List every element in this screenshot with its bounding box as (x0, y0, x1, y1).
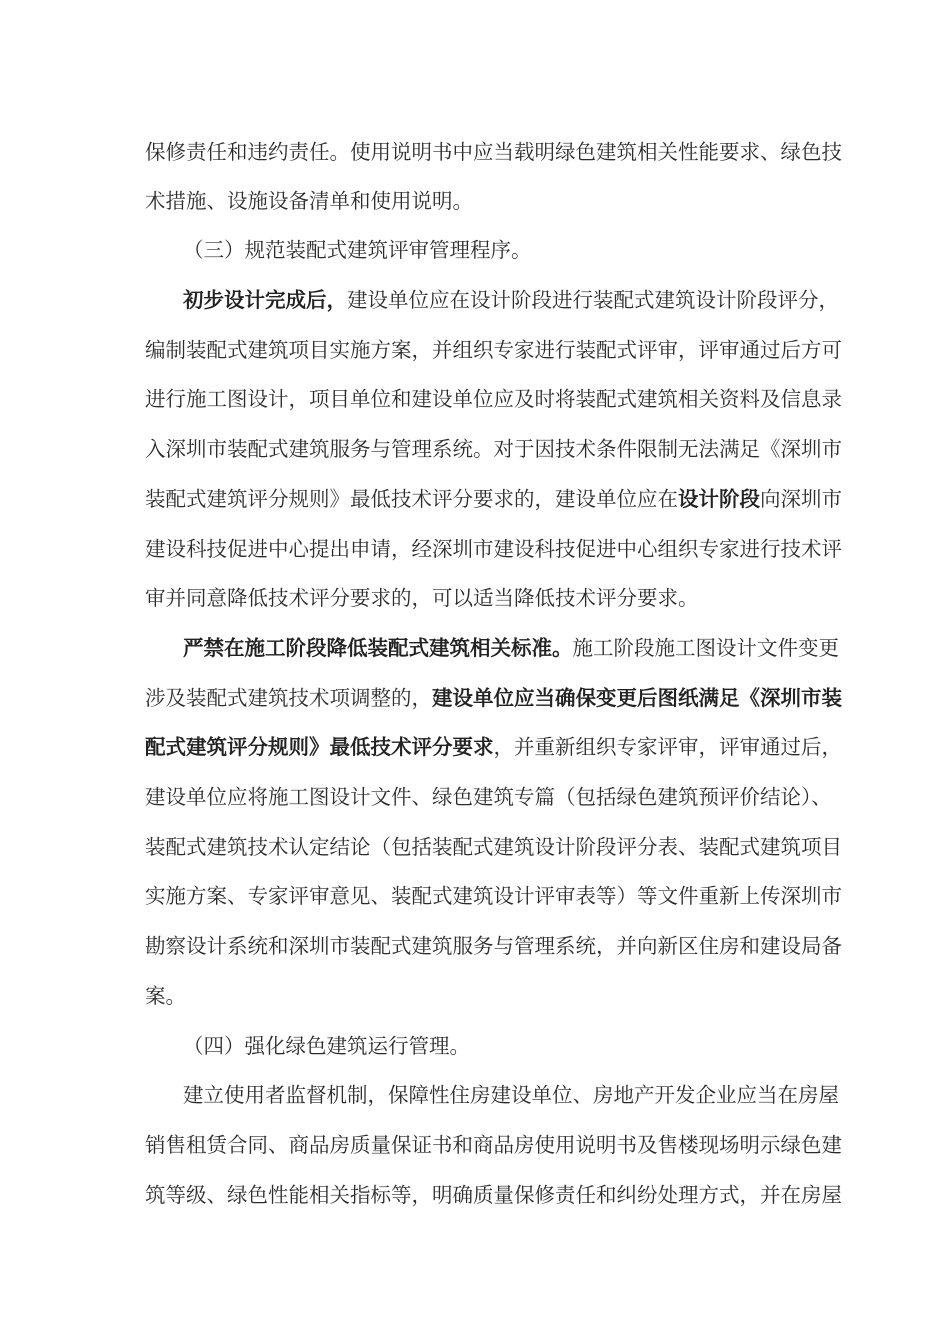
text-run: 装配式建筑评分规则》最低技术评分要求的，建设单位应在 (145, 487, 678, 511)
bold-text-run: 初步设计完成后， (183, 288, 347, 312)
bold-text-run: 配式建筑评分规则》最低技术评分要求 (145, 735, 494, 759)
text-run: 勘察设计系统和深圳市装配式建筑服务与管理系统，并向新区住房和建设局备 (145, 934, 842, 958)
text-run: ，并重新组织专家评审，评审通过后， (493, 735, 842, 759)
text-run: 建立使用者监督机制，保障性住房建设单位、房地产开发企业应当在房屋 (183, 1083, 839, 1107)
text-run: 术措施、设施设备清单和使用说明。 (145, 189, 473, 213)
text-line (145, 1130, 842, 1160)
text-run: 入深圳市装配式建筑服务与管理系统。对于因技术条件限制无法满足《深圳市 (145, 437, 842, 461)
text-run: 进行施工图设计，项目单位和建设单位应及时将装配式建筑相关资料及信息录 (145, 387, 842, 411)
text-run: 装配式建筑技术认定结论（包括装配式建筑设计阶段评分表、装配式建筑项目 (145, 835, 842, 859)
text-line (145, 384, 842, 414)
text-line (145, 583, 808, 613)
text-line (145, 881, 842, 911)
text-run: 销售租赁合同、商品房质量保证书和商品房使用说明书及售楼现场明示绿色建 (145, 1133, 842, 1157)
text-run: 涉及装配式建筑技术项调整的， (145, 686, 432, 710)
text-line (145, 683, 842, 713)
text-run: 案。 (145, 984, 186, 1008)
text-line (145, 931, 842, 961)
text-line (183, 633, 839, 663)
text-run: 实施方案、专家评审意见、装配式建筑设计评审表等）等文件重新上传深圳市 (145, 884, 842, 908)
text-run: 建设科技促进中心提出申请，经深圳市建设科技促进中心组织专家进行技术评 (145, 537, 842, 561)
text-line (145, 137, 842, 167)
text-run: 编制装配式建筑项目实施方案，并组织专家进行装配式评审，评审通过后方可 (145, 338, 842, 362)
text-run: 审并同意降低技术评分要求的，可以适当降低技术评分要求。 (145, 586, 699, 610)
text-line (145, 335, 842, 365)
section-heading (183, 1031, 808, 1061)
text-line (145, 434, 842, 464)
bold-text-run: 设计阶段 (678, 487, 760, 511)
text-run: （四）强化绿色建筑运行管理。 (183, 1034, 470, 1058)
text-line (145, 981, 808, 1011)
text-run: 筑等级、绿色性能相关指标等，明确质量保修责任和纠纷处理方式，并在房屋 (145, 1183, 842, 1207)
text-line (183, 285, 839, 315)
text-line (145, 186, 808, 216)
text-line (183, 1080, 839, 1110)
bold-text-run: 严禁在施工阶段降低装配式建筑相关标准。 (183, 636, 573, 660)
text-run: 建设单位应在设计阶段进行装配式建筑设计阶段评分， (347, 288, 839, 312)
text-line (145, 484, 842, 514)
text-run: 施工阶段施工图设计文件变更 (572, 636, 839, 660)
section-heading (183, 235, 808, 265)
text-run: 建设单位应将施工图设计文件、绿色建筑专篇（包括绿色建筑预评价结论）、 (145, 785, 832, 809)
text-line (145, 534, 842, 564)
text-run: 向深圳市 (760, 487, 842, 511)
text-line (145, 1180, 842, 1210)
text-line (145, 782, 832, 812)
text-line (145, 732, 842, 762)
text-run: （三）规范装配式建筑评审管理程序。 (183, 238, 532, 262)
bold-text-run: 建设单位应当确保变更后图纸满足《深圳市装 (432, 686, 842, 710)
text-run: 保修责任和违约责任。使用说明书中应当载明绿色建筑相关性能要求、绿色技 (145, 140, 842, 164)
text-line (145, 832, 842, 862)
